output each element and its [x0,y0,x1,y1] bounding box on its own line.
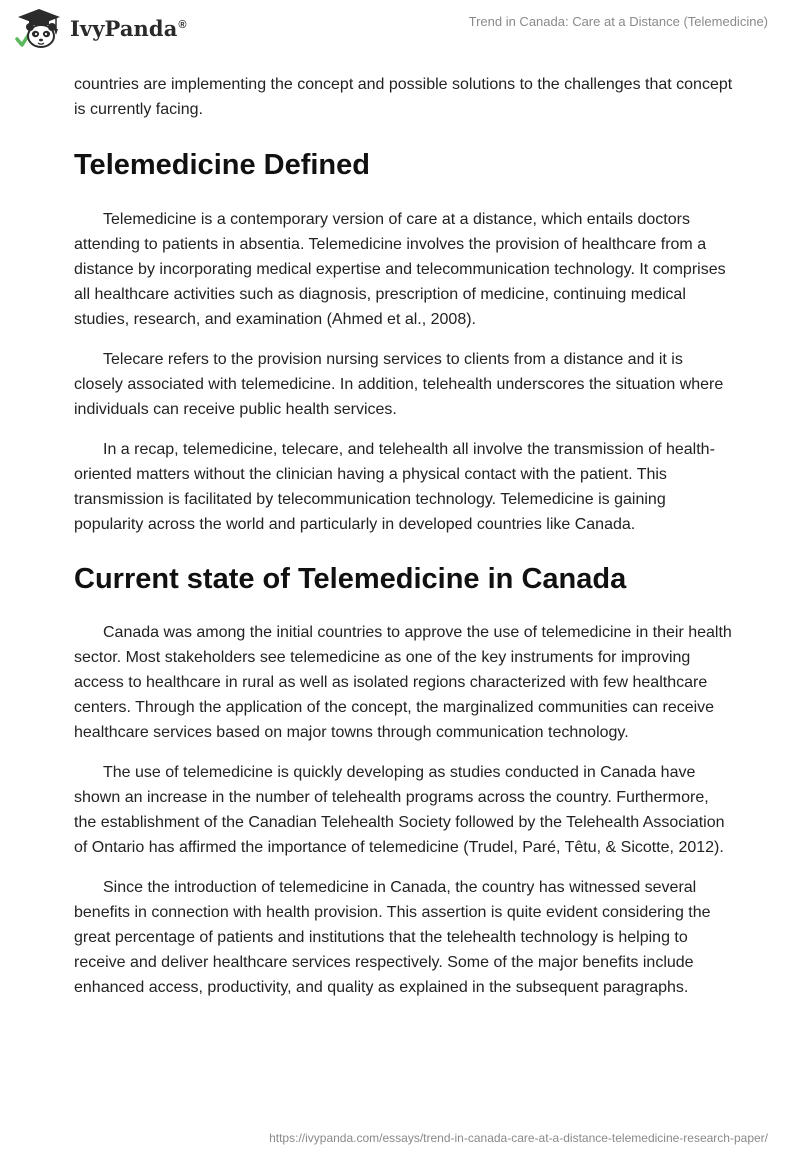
paragraph: The use of telemedicine is quickly developing as studies conducted in Canada have shown an increase in the number of telehealth programs across the country. Furthermore, the establishment of the Canadian Telehealth Society followed by the Telehealth Association of Ontario has affirmed the importance of telemedicine (Trudel, Paré, Têtu, & Sicotte, 2012). [74,764,725,856]
paragraph: In a recap, telemedicine, telecare, and telehealth all involve the transmission of health-oriented matters without the clinician having a physical contact with the patient. This transmission is facilitated by telecommunication technology. Telemedicine is gaining popularity across the world and particularly in developed countries like Canada. [74,441,715,533]
panda-logo-icon [14,7,64,49]
article-body [74,72,734,1015]
intro-paragraph-tail: countries are implementing the concept and possible solutions to the challenges that concept is currently facing. [74,76,733,118]
section-heading-telemedicine-defined: Telemedicine Defined [74,149,370,181]
paragraph: Since the introduction of telemedicine in Canada, the country has witnessed several benefits in connection with health provision. This assertion is quite evident considering the great percentage of patients and institutions that the telehealth technology is helping to receive and deliver healthcare services respectively. Some of the major benefits include enhanced access, productivity, and quality as explained in the subsequent paragraphs. [74,879,711,996]
paragraph: Telecare refers to the provision nursing services to clients from a distance and it is closely associated with telemedicine. In addition, telehealth underscores the situation where individuals can receive public health services. [74,351,724,418]
paragraph: Canada was among the initial countries to approve the use of telemedicine in their health sector. Most stakeholders see telemedicine as one of the key instruments for improving access to healthcare in rural as well as isolated regions characterized with few healthcare centers. Through the application of the concept, the marginalized communities can receive healthcare services based on major towns through communication technology. [74,624,732,741]
source-url[interactable]: https://ivypanda.com/essays/trend-in-canada-care-at-a-distance-telemedicine-research-paper/ [269,1131,768,1145]
brand-name: IvyPanda® [70,15,187,41]
paragraph: Telemedicine is a contemporary version of care at a distance, which entails doctors attending to patients in absentia. Telemedicine involves the provision of healthcare from a distance by incorporating medical expertise and telecommunication technology. It comprises all healthcare activities such as diagnosis, prescription of medicine, continuing medical studies, research, and examination (Ahmed et al., 2008). [74,211,726,328]
page-header [0,0,800,70]
brand-logo[interactable] [14,6,187,50]
section-heading-current-state: Current state of Telemedicine in Canada [74,563,627,595]
document-title: Trend in Canada: Care at a Distance (Telemedicine) [468,14,768,29]
